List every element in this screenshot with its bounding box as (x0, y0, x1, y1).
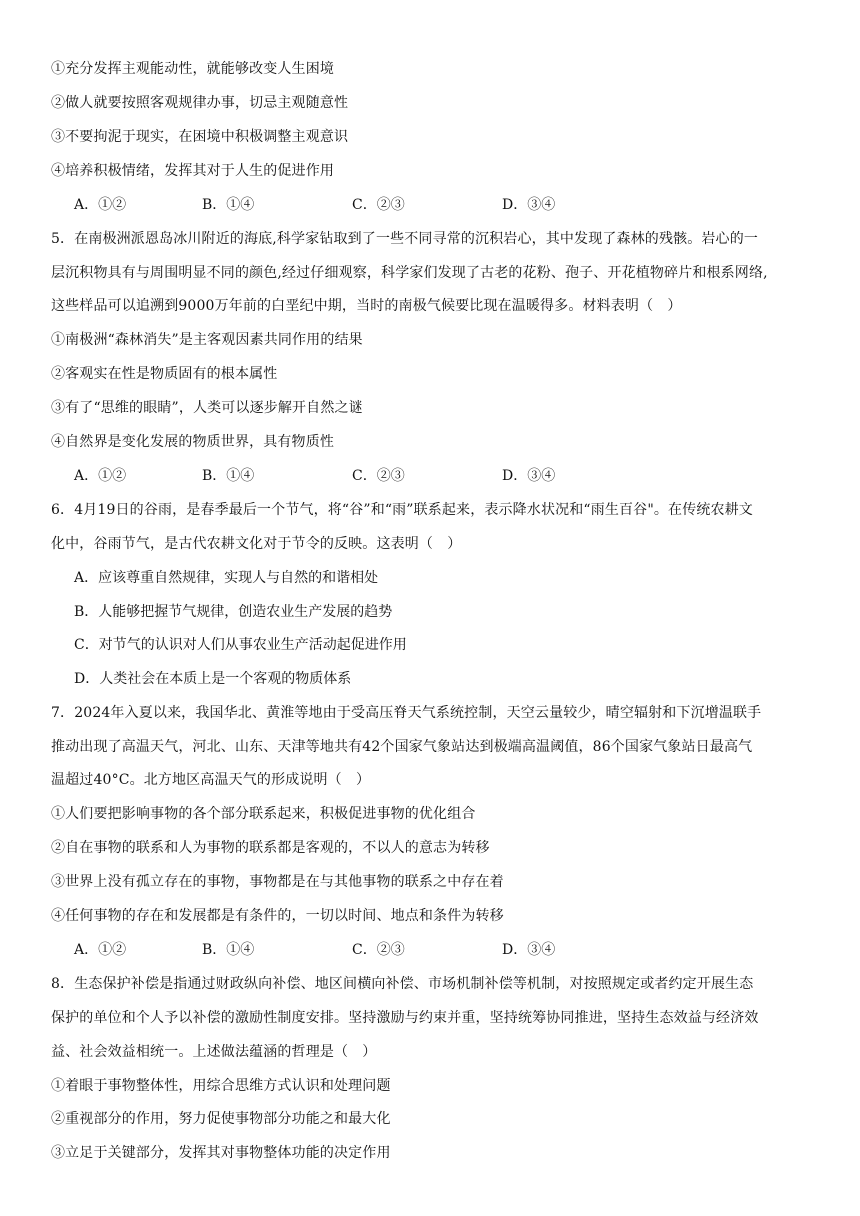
q7-options (74, 940, 774, 960)
q4-option-c: C．②③ (352, 197, 405, 213)
q7-statement-4: ④任何事物的存在和发展都是有条件的，一切以时间、地点和条件为转移 (51, 908, 504, 924)
q8-statement-1: ①着眼于事物整体性，用综合思维方式认识和处理问题 (51, 1078, 391, 1094)
q7-option-b: B．①④ (202, 942, 255, 958)
q5-statement-4: ④自然界是变化发展的物质世界，具有物质性 (51, 434, 334, 450)
q8-stem-line-2: 保护的单位和个人予以补偿的激励性制度安排。坚持激励与约束并重，坚持统筹协同推进，坚持生态效益与经济效 (51, 1010, 759, 1026)
q4-option-d: D．③④ (502, 197, 556, 213)
q5-option-a: A．①② (74, 468, 127, 484)
q7-option-c: C．②③ (352, 942, 405, 958)
q7-stem-line-1: 7．2024年入夏以来，我国华北、黄淮等地由于受高压脊天气系统控制，天空云量较少，晴空辐射和下沉增温联手 (51, 705, 762, 721)
q4-statement-4: ④培养积极情绪，发挥其对于人生的促进作用 (51, 163, 334, 179)
q5-options (74, 466, 774, 486)
q5-stem-line-3: 这些样品可以追溯到9000万年前的白垩纪中期，当时的南极气候要比现在温暖得多。材料表明（ ） (51, 298, 682, 314)
q7-statement-3: ③世界上没有孤立存在的事物，事物都是在与其他事物的联系之中存在着 (51, 874, 504, 890)
q8-stem-line-3: 益、社会效益相统一。上述做法蕴涵的哲理是（ ） (51, 1044, 377, 1060)
q7-stem-line-2: 推动出现了高温天气，河北、山东、天津等地共有42个国家气象站达到极端高温阈值，86个国家气象站日最高气 (51, 739, 753, 755)
q5-option-c: C．②③ (352, 468, 405, 484)
q7-option-d: D．③④ (502, 942, 556, 958)
q6-choice-b: B．人能够把握节气规律，创造农业生产发展的趋势 (74, 604, 393, 620)
q8-statement-3: ③立足于关键部分，发挥其对事物整体功能的决定作用 (51, 1145, 391, 1161)
q6-stem-line-2: 化中，谷雨节气，是古代农耕文化对于节令的反映。这表明（ ） (51, 536, 462, 552)
q7-statement-1: ①人们要把影响事物的各个部分联系起来，积极促进事物的优化组合 (51, 806, 476, 822)
q5-statement-2: ②客观实在性是物质固有的根本属性 (51, 366, 278, 382)
q7-option-a: A．①② (74, 942, 127, 958)
q6-choice-c: C．对节气的认识对人们从事农业生产活动起促进作用 (74, 637, 407, 653)
q5-stem-line-1: 5．在南极洲派恩岛冰川附近的海底,科学家钻取到了一些不同寻常的沉积岩心，其中发现了森林的残骸。岩心的一 (51, 231, 759, 247)
q6-choice-a: A．应该尊重自然规律，实现人与自然的和谐相处 (74, 570, 379, 586)
q8-statement-2: ②重视部分的作用，努力促使事物部分功能之和最大化 (51, 1111, 391, 1127)
q4-statement-3: ③不要拘泥于现实，在困境中积极调整主观意识 (51, 129, 349, 145)
q5-stem-line-2: 层沉积物具有与周围明显不同的颜色,经过仔细观察，科学家们发现了古老的花粉、孢子、开花植物碎片和根系网络, (51, 265, 768, 281)
q6-choice-d: D．人类社会在本质上是一个客观的物质体系 (74, 671, 352, 687)
q8-stem-line-1: 8．生态保护补偿是指通过财政纵向补偿、地区间横向补偿、市场机制补偿等机制，对按照规定或者约定开展生态 (51, 976, 754, 992)
q6-stem-line-1: 6．4月19日的谷雨，是春季最后一个节气，将“谷”和“雨”联系起来，表示降水状况和“雨生百谷"。在传统农耕文 (51, 502, 753, 518)
q4-option-b: B．①④ (202, 197, 255, 213)
q5-statement-1: ①南极洲“森林消失”是主客观因素共同作用的结果 (51, 332, 363, 348)
q7-stem-line-3: 温超过40°C。北方地区高温天气的形成说明（ ） (51, 772, 371, 788)
q7-statement-2: ②自在事物的联系和人为事物的联系都是客观的，不以人的意志为转移 (51, 840, 490, 856)
q5-option-d: D．③④ (502, 468, 556, 484)
q4-option-a: A．①② (74, 197, 127, 213)
q4-statement-2: ②做人就要按照客观规律办事，切忌主观随意性 (51, 95, 349, 111)
q4-statement-1: ①充分发挥主观能动性，就能够改变人生困境 (51, 61, 334, 77)
q5-statement-3: ③有了“思维的眼睛”，人类可以逐步解开自然之谜 (51, 400, 363, 416)
q5-option-b: B．①④ (202, 468, 255, 484)
q4-options (74, 195, 774, 215)
